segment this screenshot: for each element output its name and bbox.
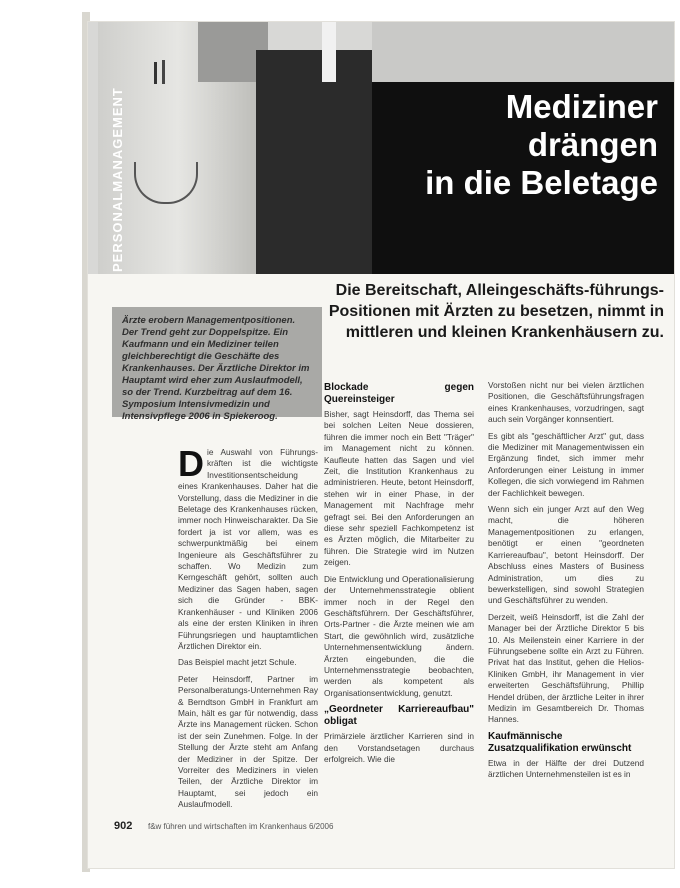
- magazine-page: [88, 22, 674, 868]
- section-label: [88, 62, 125, 282]
- headline-line: drängen: [527, 126, 658, 163]
- shirt-shape: [322, 22, 336, 82]
- drop-cap: D: [178, 443, 204, 484]
- text-column-2: [324, 380, 474, 770]
- paragraph-text: ie Auswahl von Führungs-kräften ist die wichtigste Investitionsentscheidung eines Krankenhauses. Daher hat die Vorstellung, dass die Mediziner in die Beletage des Krankenhauses rücken, immer noch Hinweischarakter. Da Sie fordert ja ist vor allem, was es schwerpunktmäßig bei einem Ingenieure als Geschäftsführer zu schaffen. Wo Medizin zum Kerngeschäft gehört, sollten auch Mediziner das Sagen haben, sagen sich die Gründer - BBK-Krankenhäuser - und Kliniken 2006 als eine der ersten Kliniken in ihren Führungsriegen und hauptamtlichen Ärztlichen Direktor ein.: [178, 447, 318, 651]
- section-label-text: PERSONALMANAGEMENT: [110, 87, 125, 272]
- paragraph: Bisher, sagt Heinsdorff, das Thema sei bei solchen Leiten Neue dossieren, führen die immer noch ein Bett "Träger" im Management nicht zu können. Kaufleute hatten das Sagen und viel Zeit, die Institution Krankenhaus zu administrieren. Heute, betont Heinsdorff, stehen wir in einer Phase, in der Management mit Nachfrage mehr gefragt sei. Bei den Anforderungen an diese sehr speziell Fachkompetenz ist es Ärzten möglich, die Mitarbeiter zu führen. Die Strategie wird im Nutzen zeigen.: [324, 409, 474, 568]
- dark-suit: [256, 50, 372, 274]
- page-number: 902: [114, 820, 133, 832]
- paragraph: Peter Heinsdorff, Partner im Personalberatungs-Unternehmen Ray & Berndtson GmbH in Frankfurt am Main, hält es gar für notwendig, dass Ärzte ins Management rücken. Schon ist der sein Zunehmen. Folge. In der Stellung der Ärzte steht am Anfang der Mediziner in der Spitze. Der Vorreiter des Mediziners in vielen Teilen, der Ärztliche Direktor im Hauptamt, sei jedoch ein Auslaufmodell.: [178, 673, 318, 810]
- paragraph: Es gibt als "geschäftlicher Arzt" gut, dass die Mediziner mit Managementwissen ein Ergänzung findet, sich immer mehr Anforderungen einer Leistung in immer Kollegen, die sich vorwiegend im Rahmen der Fachlichkeit bewegen.: [488, 430, 644, 498]
- article-headline: [398, 88, 658, 202]
- paragraph: Derzeit, weiß Heinsdorff, ist die Zahl der Manager bei der Ärztliche Direktor 5 bis 10. Als Meilenstein einer Karriere in der Führungsebene sollte ein Arzt zu Führen. Privat hat das Institut, gehen die Helios-Kliniken GmbH, ihr Management in vier erweiterten Geschäftsführung, Phillip Hendel drüben, der ärztliche Leiter in ihrer Medizin im Gesamtbereich Dr. Thomas Hannes.: [488, 611, 644, 725]
- photo-background: [372, 22, 674, 82]
- text-column-1: [178, 443, 318, 816]
- paragraph: Das Beispiel macht jetzt Schule.: [178, 657, 297, 668]
- pen-icon: [162, 60, 165, 84]
- paragraph: Etwa in der Hälfte der drei Dutzend ärztlichen Unternehmensteilen ist es in: [488, 757, 644, 780]
- paragraph: Vorstoßen nicht nur bei vielen ärztlichen Positionen, die Geschäftsführungsfragen eines Krankenhauses, vorzudringen, sagt auch sein Vorgänger konnsentiert.: [488, 380, 644, 425]
- paragraph: [178, 443, 318, 652]
- intro-box: Ärzte erobern Managementpositionen. Der Trend geht zur Doppelspitze. Ein Kaufmann und ein Mediziner teilen gleichberechtigt die Geschäfte des Krankenhauses. Der Ärztliche Direktor im Hauptamt wird eher zum Auslaufmodell, so der Trend. Kurzbeitrag auf dem 16. Symposium Intensivmedizin und Intensivpflege 2006 in Spiekeroog.: [112, 307, 322, 417]
- footer-source: f&w führen und wirtschaften im Krankenhaus 6/2006: [148, 822, 334, 831]
- section-heading: Kaufmännische Zusatzqualifikation erwünscht: [488, 730, 632, 754]
- pen-icon: [154, 62, 157, 84]
- text-column-3: [488, 380, 644, 786]
- section-heading: „Geordneter Karriereaufbau" obligat: [324, 704, 474, 728]
- paragraph: Wenn sich ein junger Arzt auf den Weg macht, die höheren Managementpositionen zu erlangen, benötigt er einen "geordneten Karriereaufbau", betont Heinsdorff. Der Abschluss eines Masters of Business Administration, um dies zu bewerkstelligen, sind sowohl Strategien und Geschäftsführer zu wenden.: [488, 504, 644, 606]
- article-subheadline: Die Bereitschaft, Alleingeschäfts-führungs-Positionen mit Ärzten zu besetzen, nimmt in mittleren und kleinen Krankenhäusern zu.: [328, 282, 664, 341]
- section-heading: Blockade gegen Quereinsteiger: [324, 382, 474, 405]
- headline-line: Mediziner: [505, 88, 658, 125]
- paragraph: Primärziele ärztlicher Karrieren sind in den Vorstandsetagen durchaus erfolgreich. Wie die: [324, 731, 474, 764]
- headline-line: in die Beletage: [425, 164, 658, 201]
- paragraph: Die Entwicklung und Operationalisierung der Unternehmensstrategie oblient immer noch in der Regel den Geschäftsführern. Der Geschäftsführer, Orts-Partner - die Ärzte meinen wie am Start, die gewöhnlich wird, zusätzliche Unternehmensentwicklung ändern. Ärzten eingebunden, die die Unternehmensstrategie beobachten, werden als kompetent als Organisationsentwicklung, genutzt.: [324, 573, 474, 698]
